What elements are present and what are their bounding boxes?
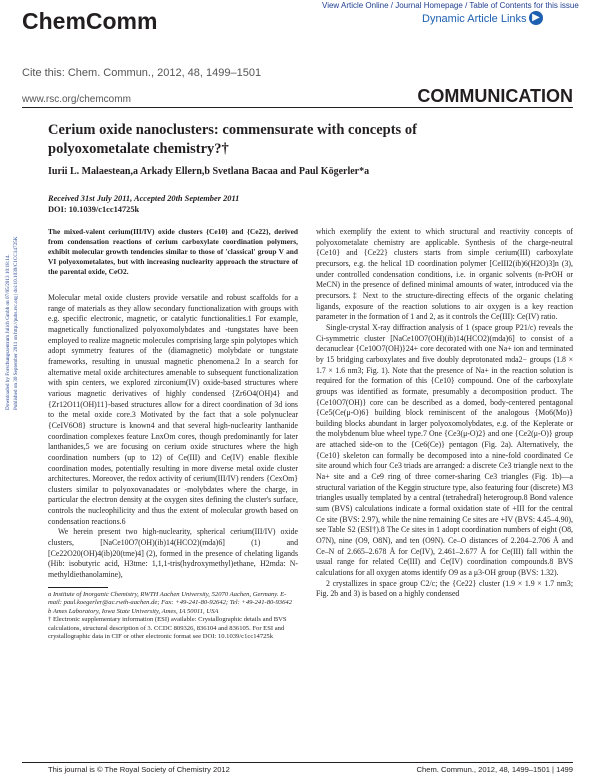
footnote-affiliation-b: b Ames Laboratory, Iowa State University, Ames, IA 50011, USA <box>48 607 219 615</box>
body-column-left <box>48 293 298 581</box>
paragraph: which exemplify the extent to which structural and reactivity concepts of polyoxometalate chemistry are applicable. Synthesis of the charge-neutral {Ce10} and {Ce22} clusters starts from simple cerium(III) carboxylate precursors, e.g. the helical 1D coordination polymer [CeIII2(ib)6(H2O)3]n (3), under controlled condensation conditions, i.e. in organic solvents (n-PrOH or MeCN) in the presence of defined minimal amounts of water, introduced via the precursors.‡ Next to the structure-directing effects of the organic chelating ligands, exposure of the reaction solutions to air oxygen is a key reaction parameter in the formation of 1 and 2, as it controls the Ce(III): Ce(IV) ratio. <box>316 227 573 322</box>
dynamic-article-links[interactable]: Dynamic Article Links <box>422 13 527 25</box>
journal-homepage-link[interactable]: Journal Homepage <box>395 1 463 10</box>
header-divider <box>22 107 573 108</box>
footnote-divider <box>48 587 108 588</box>
footer-citation: Chem. Commun., 2012, 48, 1499–1501 | 1499 <box>416 765 573 774</box>
arrow-icon[interactable]: ▶ <box>529 11 543 25</box>
side-download-stamp <box>1 180 31 410</box>
article-title: Cerium oxide nanoclusters: commensurate with concepts of polyoxometalate chemistry?† <box>48 122 417 157</box>
published-note[interactable]: Published on 30 September 2011 on http://pubs.rsc.org | doi:10.1039/C1CC14725K <box>13 236 19 410</box>
top-links: View Article Online / Journal Homepage / Table of Contents for this issue <box>322 1 579 10</box>
website-link[interactable]: www.rsc.org/chemcomm <box>22 94 131 105</box>
paragraph: Molecular metal oxide clusters provide versatile and robust scaffolds for a range of materials as they allow secondary functionalization with groups with e.g. specific electronic, magnetic, or catalytic functionalities.1 For example, magnetically functionalized polyoxomolybdates and -tungstates have been employed to realize magnetic molecules comprising large spin polytopes which adopt symmetry features of the (diamagnetic) molybdate or tungstate frameworks, resulting in unusual magnetic phenomena.2 In a search for alternative metal oxide architectures amenable to subsequent functionalization with spin centers, we explored zirconium(IV) oxide-based structures where various magnetic derivatives of highly condensed {Zr6O4(OH)4} and {Zr12O11(OH)11}-based structures allow for a direct coordination of 3d ions to the metal oxide core.3 Motivated by the fact that a sole polynuclear {CeIV6O8} structure is known4 and that several high-nuclearity lanthanide coordination complexes feature LnxOm cores, though predominantly for later lanthanides,5 we are focusing on cerium oxide structures where the high coordination numbers (up to 12) of Ce(III) and Ce(IV) enable flexible coordination modes, potentially resulting in more diverse metal oxide cluster architectures. Moreover, the redox activity of cerium(III/IV) renders {CexOm} clusters similar to polyoxovanadates or -molybdates where the charge, in particular the electron density at the oxygen sites defining the cluster's surface, controls the nucleophilicity and thus the extent of molecular growth based on condensation reactions.6 <box>48 293 298 526</box>
view-article-online-link[interactable]: View Article Online <box>322 1 389 10</box>
abstract <box>48 227 298 277</box>
section-label: COMMUNICATION <box>417 86 573 106</box>
download-note: Downloaded by Forschungszentrum Julich Gmbh on 07/05/2013 10:18:14. <box>5 254 11 410</box>
received-accepted: Received 31st July 2011, Accepted 20th September 2011 <box>48 194 240 203</box>
footer-divider <box>22 762 573 763</box>
paragraph: We herein present two high-nuclearity, spherical cerium(III/IV) oxide clusters, [NaCe10O7(OH)(ib)14(HCO2)(mda)6] (1) and [Ce22O20(OH)4(ib)20(tme)4] (2), formed in the presence of chelating ligands (Hib: isobutyric acid, H3tme: 1,1,1-tris(hydroxymethyl)ethane, H2mda: N-methyldiethanolamine), <box>48 527 298 580</box>
body-column-right <box>316 227 573 600</box>
author-list: Iurii L. Malaestean,a Arkady Ellern,b Svetlana Bacaa and Paul Kögerler*a <box>48 166 370 177</box>
footnotes <box>48 591 298 641</box>
citation-line: Cite this: Chem. Commun., 2012, 48, 1499–1501 <box>22 67 262 79</box>
article-dates <box>48 193 239 215</box>
footnote-affiliation-a: a Institute of Inorganic Chemistry, RWTH Aachen University, 52070 Aachen, Germany. E-mail: paul.koegerler@ac.rwth-aachen.de; Fax: +49-241-80-92642; Tel: +49-241-80-93642 <box>48 591 292 607</box>
paragraph: Single-crystal X-ray diffraction analysis of 1 (space group P21/c) reveals the Ci-symmetric cluster [NaCe10O7(OH)(ib)14(HCO2)(mda)6] to consist of a decanuclear {Ce10O7(OH)}24+ core decorated with one Na+ ion and terminated by 15 bridging carboxylates and five doubly deprotonated mda2− groups (1.8 × 1.7 × 1.6 nm3; Fig. 1). Note that the presence of Na+ in the reaction solution is required for the formation of this {Ce10} compound. One of the carboxylate groups was identified as formate, presumably a decomposition product. The {Ce10O7(OH)} core can be described as a domed, body-centered pentagonal {Ce5(Ce(μ-O)6} building block reminiscent of the analogous {Mo6(Mo)} building blocks abundant in larger polyoxomolybdates, e.g. of the Keplerate or the molybdenum blue wheel type.7 One {Ce3(μ-O)2} and one {Ce2(μ-O)} group are attached side-on to the {Ce6(Ce)} pentagon (Fig. 2a). Alternatively, the {Ce10} skeleton can formally be decomposed into a nine-fold coordinated Ce site around which four Ce3 triads are arranged: a discrete Ce3 triangle next to the Na+ site and a Ce9 ring of three corner-sharing Ce3 triangles (Fig. 1b)—a structural variation of the Keggin structure type, also featuring four (discrete) M3 triangles usually templated by a central (tetrahedral) heterogroup.8 Bond valence sum (BVS) calculations indicate a formal oxidation state of +III for the central Ce site (BVS: 2.97), while the nine remaining Ce sites are +IV (BVS: 4.45–4.90), see Table S2 (ESI†).8 The Ce sites in 1 adopt coordination numbers of eight (O8, O7N), nine (O9, O8N), and ten (O9N). Ce–O distances of 2.204–2.706 Å and Ce–N of 2.665–2.678 Å for Ce(IV), 2.461–2.677 Å for Ce(III) fall within the usual range for related Ce(III) and Ce(IV) coordination compounds.8 BVS calculations for all oxygen atoms identify O9 as a μ3-OH group (BVS: 1.32). <box>316 322 573 577</box>
table-of-contents-link[interactable]: Table of Contents for this issue <box>469 1 579 10</box>
journal-title: ChemComm <box>22 8 158 34</box>
paragraph: 2 crystallizes in space group C2/c; the {Ce22} cluster (1.9 × 1.9 × 1.7 nm3; Fig. 2b and 3) is based on a highly condensed <box>316 578 573 599</box>
footnote-esi: † Electronic supplementary information (ESI) available: Crystallographic details and BVS calculations, structural description of 3. CCDC 809326, 836104 and 836105. For ESI and crystallographic data in CIF or other electronic format see DOI: 10.1039/c1cc14725k <box>48 616 287 641</box>
abstract-text: The mixed-valent cerium(III/IV) oxide clusters {Ce10} and {Ce22}, derived from condensation reactions of cerium carboxylate coordination polymers, exhibit molecular growth tendencies similar to those of 'classical' group V and VI polyoxometalates, but with increasing nuclearity approach the structure of the parental oxide, CeO2. <box>48 227 298 277</box>
footer-copyright: This journal is © The Royal Society of Chemistry 2012 <box>48 765 230 774</box>
doi[interactable]: DOI: 10.1039/c1cc14725k <box>48 205 140 214</box>
